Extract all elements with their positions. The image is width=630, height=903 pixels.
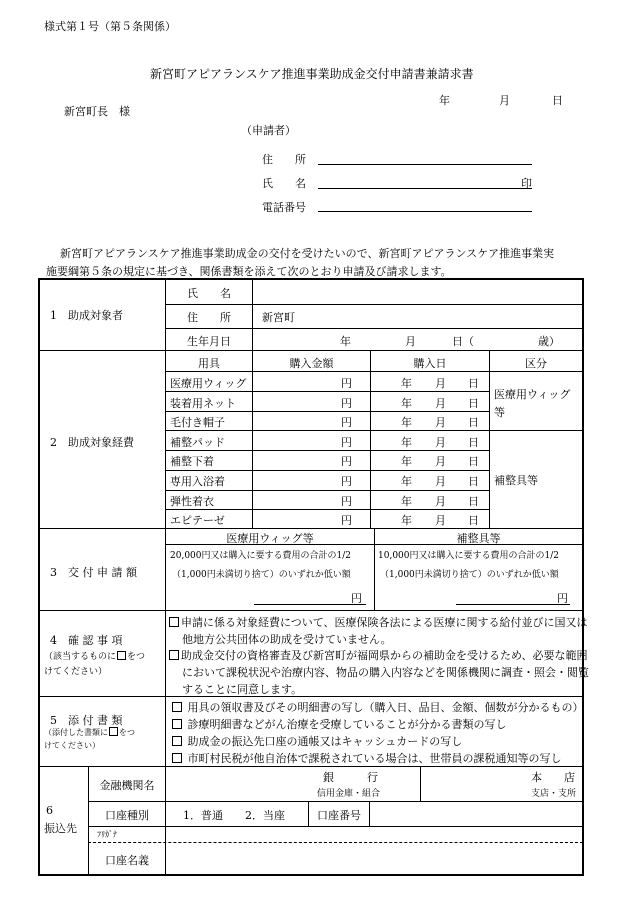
applicant-phone-label: 電話番号 (262, 201, 306, 214)
s2-category-wig-2: 等 (494, 406, 505, 419)
s2-header-date: 購入日 (413, 357, 447, 370)
expense-date-month: 月 (435, 475, 446, 488)
expense-date-month: 月 (435, 436, 446, 449)
expense-date-year: 年 (401, 514, 412, 527)
s4-check-2-cont-1: において課税状況や治療内容、物品の購入内容などを関係機関に調査・照会・閲覧 (182, 666, 589, 679)
expense-date-year: 年 (401, 377, 412, 390)
section1-label: 1 助成対象者 (50, 309, 123, 322)
applicant-phone-line[interactable] (318, 211, 532, 212)
s3-wig-rule-1: 20,000円又は購入に要する費用の合計の1/2 (170, 551, 351, 561)
expense-amount-field[interactable] (253, 470, 370, 489)
s3-wig-yen: 円 (351, 592, 362, 605)
expense-amount-field[interactable] (253, 411, 370, 430)
s1-birth-age: 歳） (538, 335, 560, 348)
expense-yen: 円 (341, 377, 352, 390)
s1-birth-label: 生年月日 (187, 335, 231, 348)
expense-item-name: 補整パッド (170, 436, 225, 449)
expense-amount-field[interactable] (253, 450, 370, 469)
s6-furigana-label: ﾌﾘｶﾞﾅ (97, 830, 117, 839)
expense-item-name: 毛付き帽子 (170, 416, 225, 429)
checkbox-icon[interactable] (169, 650, 179, 660)
expense-date-day: 日 (468, 475, 479, 488)
expense-item-name: 補整下着 (170, 455, 214, 468)
s2-category-wig-1: 医療用ウィッグ (494, 388, 571, 401)
intro-line-1: 新宮町アピアランスケア推進事業助成金の交付を受けたいので、新宮町アピアランスケア推進事業実 (60, 247, 555, 260)
checkbox-sample-icon (109, 727, 118, 736)
s6-acct-no-field[interactable] (370, 802, 582, 826)
expense-date-year: 年 (401, 455, 412, 468)
expense-amount-field[interactable] (253, 392, 370, 411)
s5-note-line-2: けてください） (44, 741, 100, 750)
s6-type-value[interactable]: 1．普通 2．当座 (183, 809, 285, 822)
expense-date-month: 月 (435, 495, 446, 508)
applicant-name-label: 氏 名 (262, 177, 306, 190)
s2-header-amount: 購入金額 (289, 357, 334, 370)
checkbox-sample-icon (117, 651, 126, 660)
s1-birth-year: 年 (340, 335, 351, 348)
s6-type-label: 口座種別 (105, 809, 149, 822)
expense-amount-field[interactable] (253, 372, 370, 391)
form-number: 様式第１号（第５条関係） (44, 20, 176, 33)
expense-date-day: 日 (468, 397, 479, 410)
s3-hosei-yen: 円 (557, 592, 568, 605)
s4-check-1-cont: 他地方公共団体の助成を受けていません。 (182, 633, 392, 646)
expense-item-name: 弾性着衣 (170, 495, 214, 508)
expense-date-month: 月 (435, 397, 446, 410)
intro-line-2: 施要綱第５条の規定に基づき、関係書類を添えて次のとおり申請及び請求します。 (46, 265, 452, 278)
s1-address-label: 住 所 (187, 311, 231, 324)
s6-bank-suffix: 銀 行 (323, 771, 378, 784)
expense-date-month: 月 (435, 377, 446, 390)
form-title: 新宮町アピアランスケア推進事業助成金交付申請書兼請求書 (150, 67, 474, 81)
attachment-item[interactable]: 用具の領収書及びその明細書の写し（購入日、品目、金額、個数が分かるもの） (172, 699, 584, 715)
expense-date-month: 月 (435, 455, 446, 468)
s1-name-label: 氏 名 (187, 287, 231, 300)
s6-holder-field[interactable] (166, 843, 582, 874)
s1-address-value[interactable]: 新宮町 (262, 311, 295, 324)
expense-date-year: 年 (401, 436, 412, 449)
s3-hosei-rule-1: 10,000円又は購入に要する費用の合計の1/2 (378, 551, 559, 561)
section4-label: 4 確 認 事 項 (50, 634, 123, 647)
s6-bank-label: 金融機関名 (99, 779, 155, 792)
s6-bank-field[interactable] (166, 767, 420, 801)
section5-label: 5 添 付 書 類 (50, 714, 123, 727)
s4-note-line-1: （該当するものに をつ (44, 652, 146, 662)
expense-yen: 円 (341, 436, 352, 449)
attachment-item[interactable]: 市町村民税が他自治体で課税されている場合は、世帯員の課税通知等の写し (172, 750, 562, 766)
s6-acct-no-label: 口座番号 (317, 809, 361, 822)
expense-date-month: 月 (435, 416, 446, 429)
expense-yen: 円 (341, 397, 352, 410)
s4-check-2[interactable]: 助成金交付の資格審査及び新宮町が福岡県からの補助金を受けるため、必要な範囲 (169, 647, 588, 663)
s3-hosei-rule-2: （1,000円未満切り捨て）のいずれか低い額 (380, 570, 559, 580)
checkbox-icon[interactable] (172, 719, 182, 729)
s4-check-2-cont-2: することに同意します。 (182, 683, 303, 696)
s5-note-line-1: （添付した書類に をつ (44, 728, 135, 737)
seal-mark: 印 (521, 177, 532, 190)
s3-wig-amount-field[interactable] (254, 588, 366, 604)
expense-yen: 円 (341, 475, 352, 488)
s1-name-field[interactable] (253, 280, 582, 304)
s6-branch-suffix: 本 店 (531, 771, 575, 784)
checkbox-icon[interactable] (172, 702, 182, 712)
s2-category-hosei: 補整具等 (494, 474, 538, 487)
expense-item-name: エピテーゼ (170, 514, 225, 527)
expense-date-day: 日 (468, 377, 479, 390)
applicant-label: （申請者） (241, 124, 296, 137)
expense-date-day: 日 (468, 436, 479, 449)
expense-date-day: 日 (468, 455, 479, 468)
section6-label: 振込先 (44, 822, 77, 835)
expense-date-day: 日 (468, 495, 479, 508)
expense-date-year: 年 (401, 475, 412, 488)
expense-item-name: 専用入浴着 (170, 475, 225, 488)
date-day: 日 (552, 94, 563, 107)
checkbox-icon[interactable] (172, 736, 182, 746)
checkbox-icon[interactable] (172, 753, 182, 763)
expense-date-year: 年 (401, 495, 412, 508)
checkbox-icon[interactable] (169, 617, 179, 627)
section3-label: 3 交 付 申 請 額 (50, 566, 137, 579)
applicant-name-line[interactable] (318, 188, 532, 189)
s3-hosei-header: 補整具等 (456, 532, 501, 545)
s6-furigana-field[interactable] (166, 827, 582, 842)
expense-amount-field[interactable] (253, 490, 370, 509)
expense-yen: 円 (341, 514, 352, 527)
s6-holder-label: 口座名義 (105, 854, 149, 867)
s3-wig-header: 医療用ウィッグ等 (226, 532, 314, 545)
s2-header-category: 区分 (525, 357, 547, 370)
section2-label: 2 助成対象経費 (50, 436, 134, 449)
s6-branch-sub: 支店・支所 (531, 789, 577, 799)
expense-date-day: 日 (468, 416, 479, 429)
applicant-address-label: 住 所 (262, 153, 306, 166)
expense-date-year: 年 (401, 397, 412, 410)
s4-note-line-2: けてください） (44, 667, 108, 677)
expense-amount-field[interactable] (253, 509, 370, 528)
applicant-address-line[interactable] (318, 164, 532, 165)
s1-birth-month: 月 (405, 335, 416, 348)
section6-number: 6 (46, 804, 53, 817)
s6-bank-sub: 信用金庫・組合 (317, 789, 381, 799)
expense-date-month: 月 (435, 514, 446, 527)
s1-birth-day: 日（ (452, 335, 474, 348)
attachment-item[interactable]: 診療明細書などがん治療を受療していることが分かる書類の写し (172, 716, 507, 732)
expense-amount-field[interactable] (253, 431, 370, 450)
s3-hosei-amount-field[interactable] (456, 588, 570, 604)
expense-item-name: 医療用ウィッグ (170, 377, 247, 390)
addressee: 新宮町長 様 (64, 105, 130, 118)
date-year: 年 (439, 94, 450, 107)
expense-yen: 円 (341, 455, 352, 468)
expense-yen: 円 (341, 495, 352, 508)
expense-date-day: 日 (468, 514, 479, 527)
s4-check-1[interactable]: 申請に係る対象経費について、医療保険各法による医療に関する給付並びに国又は (169, 614, 588, 630)
expense-date-year: 年 (401, 416, 412, 429)
date-month: 月 (499, 94, 510, 107)
expense-yen: 円 (341, 416, 352, 429)
expense-item-name: 装着用ネット (170, 397, 236, 410)
attachment-item[interactable]: 助成金の振込先口座の通帳又はキャッシュカードの写し (172, 733, 462, 749)
s2-header-item: 用具 (198, 357, 220, 370)
s3-wig-rule-2: （1,000円未満切り捨て）のいずれか低い額 (172, 570, 351, 580)
